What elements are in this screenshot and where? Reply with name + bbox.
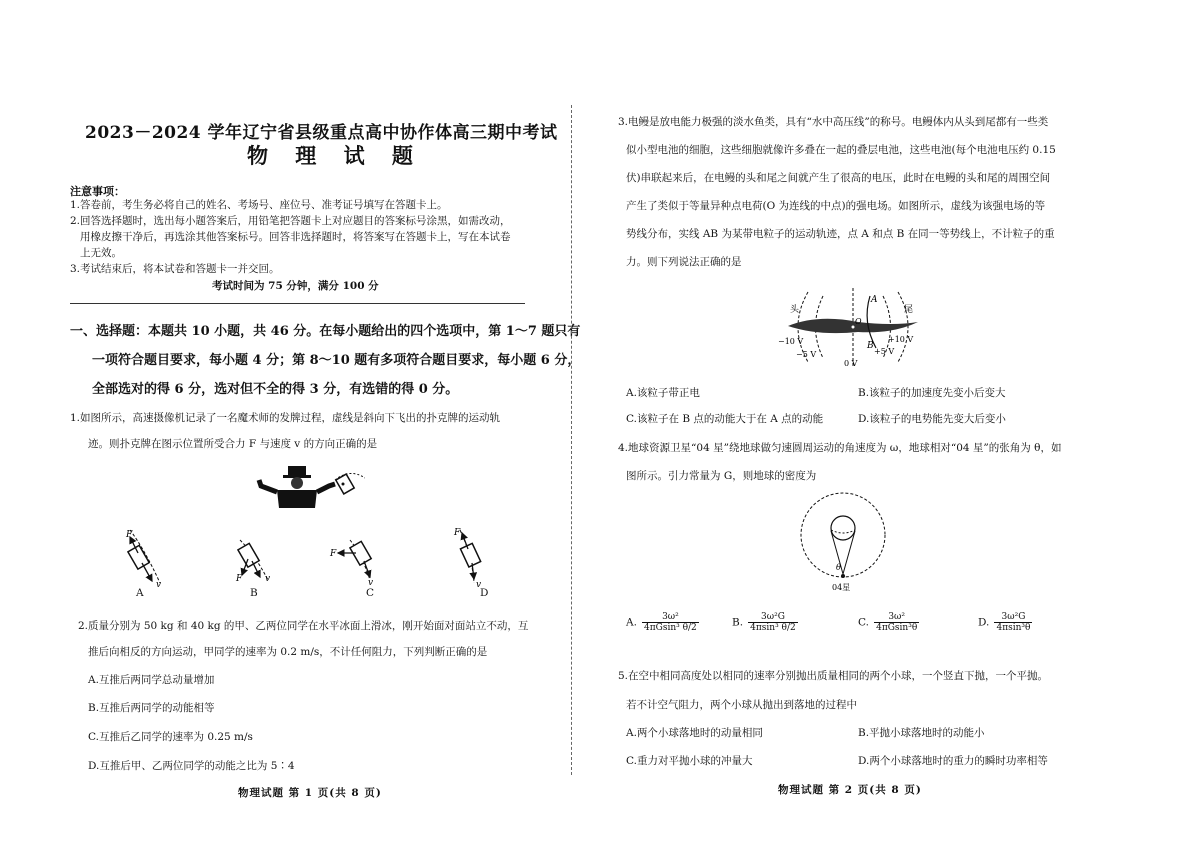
magician-figure [255, 458, 365, 516]
q1-force-diagrams [110, 525, 510, 600]
label-plus5: +5 V [874, 347, 895, 356]
q3-line-2: 似小型电池的细胞，这些细胞就像许多叠在一起的叠层电池，这些电池(每个电池电压约 0.15 [626, 144, 1056, 156]
label-tail: 尾 [904, 305, 914, 315]
q5-line-1: 5.在空中相同高度处以相同的速率分别抛出质量相同的两个小球，一个竖直下抛，一个平抛。 [618, 670, 1049, 682]
label-f-b: F [236, 574, 243, 584]
section-1-line-1: 一、选择题：本题共 10 小题，共 46 分。在每小题给出的四个选项中，第 1～7 题只有 [70, 324, 581, 339]
q1-option-b: B [250, 587, 258, 599]
exam-info: 考试时间为 75 分钟，满分 100 分 [212, 280, 379, 292]
q5-option-d: D.两个小球落地时的重力的瞬时功率相等 [858, 755, 1048, 767]
q3-line-3: 伏)串联起来后，在电鳗的头和尾之间就产生了很高的电压，此时在电鳗的头和尾的周围空间 [626, 172, 1051, 184]
section-1-line-2: 一项符合题目要求，每小题 4 分；第 8～10 题有多项符合题目要求，每小题 6 分， [92, 353, 581, 368]
q4-option-b: B. $\frac{\text{3ω²G}}{\text{4πsin³ θ/2}}$ [732, 612, 796, 633]
eel-field-figure [778, 282, 928, 372]
page-divider [571, 105, 572, 775]
fraction: $\frac{\text{3ω²}}{\text{4πGsin³ θ/2}}$ [644, 612, 697, 633]
section-1-line-3: 全部选对的得 6 分，选对但不全的得 3 分，有选错的得 0 分。 [92, 382, 459, 397]
label-f-d: F [454, 528, 461, 538]
q4-option-a: A. $\frac{\text{3ω²}}{\text{4πGsin³ θ/2}}$ [626, 612, 697, 633]
q3-option-b: B.该粒子的加速度先变小后变大 [858, 387, 1006, 399]
q5-line-2: 若不计空气阻力，两个小球从抛出到落地的过程中 [626, 699, 857, 711]
q2-option-a: A.互推后两同学总动量增加 [88, 674, 215, 686]
q2-line-2: 推后向相反的方向运动，甲同学的速率为 0.2 m/s，不计任何阻力，下列判断正确的是 [88, 646, 488, 658]
label-zero: 0 V [844, 359, 858, 368]
q2-option-c: C.互推后乙同学的速率为 0.25 m/s [88, 731, 253, 743]
fraction: $\frac{\text{3ω²G}}{\text{4πsin³θ}}$ [996, 612, 1031, 633]
q2-option-d: D.互推后甲、乙两位同学的动能之比为 5∶4 [88, 760, 295, 772]
label-satellite: 04星 [832, 583, 851, 592]
note-line-1: 1.答卷前，考生务必将自己的姓名、考场号、座位号、准考证号填写在答题卡上。 [70, 199, 448, 211]
q5-option-a: A.两个小球落地时的动量相同 [626, 727, 763, 739]
satellite-figure [796, 490, 896, 600]
q1-option-d: D [480, 587, 489, 599]
q5-option-c: C.重力对平抛小球的冲量大 [626, 755, 753, 767]
q4-line-1: 4.地球资源卫星“04 星”绕地球做匀速圆周运动的角速度为 ω，地球相对“04 星”的张角为 θ，如 [618, 442, 1062, 454]
q3-line-6: 力。则下列说法正确的是 [626, 256, 742, 268]
label-v-b: v [265, 574, 271, 584]
q5-option-b: B.平抛小球落地时的动能小 [858, 727, 985, 739]
label-theta: θ [836, 563, 841, 572]
q1-line-1: 1.如图所示，高速摄像机记录了一名魔术师的发牌过程，虚线是斜向下飞出的扑克牌的运动轨 [70, 412, 501, 424]
q3-line-4: 产生了类似于等量异种点电荷(O 为连线的中点)的强电场。如图所示，虚线为该强电场的等 [626, 200, 1046, 212]
q3-option-a: A.该粒子带正电 [626, 387, 700, 399]
label-v-a: v [156, 580, 162, 590]
exam-title: 2023－2024 学年辽宁省县级重点高中协作体高三期中考试 [85, 123, 558, 143]
q3-line-1: 3.电鳗是放电能力极强的淡水鱼类，具有“水中高压线”的称号。电鳗体内从头到尾都有一些类 [618, 116, 1049, 128]
diagram-d [460, 530, 481, 583]
label-a: A [871, 295, 878, 305]
label-b: B [867, 341, 874, 351]
diagram-c [338, 540, 371, 580]
q3-option-c: C.该粒子在 B 点的动能大于在 A 点的动能 [626, 413, 824, 425]
label-v-d: v [476, 580, 482, 590]
label-v-c: v [368, 578, 374, 588]
fraction: $\frac{\text{3ω²}}{\text{4πGsin³θ}}$ [876, 612, 918, 633]
footer-page-2: 物理试题 第 2 页(共 8 页) [778, 784, 922, 796]
note-line-5: 3.考试结束后，将本试卷和答题卡一并交回。 [70, 263, 280, 275]
q1-option-c: C [366, 587, 375, 599]
label-minus10: −10 V [778, 337, 804, 346]
q4-line-2: 图所示。引力常量为 G，则地球的密度为 [626, 470, 817, 482]
diagram-a [128, 530, 160, 583]
q3-option-d: D.该粒子的电势能先变大后变小 [858, 413, 1006, 425]
diagram-b [238, 540, 268, 580]
note-line-2: 2.回答选择题时，选出每小题答案后，用铅笔把答题卡上对应题目的答案标号涂黑，如需改动， [70, 215, 511, 227]
q2-option-b: B.互推后两同学的动能相等 [88, 702, 215, 714]
fraction: $\frac{\text{3ω²G}}{\text{4πsin³ θ/2}}$ [750, 612, 796, 633]
page-1 [60, 0, 581, 848]
q3-line-5: 势线分布，实线 AB 为某带电粒子的运动轨迹，点 A 和点 B 在同一等势线上，不计粒子的重 [626, 228, 1055, 240]
subject-title: 物 理 试 题 [247, 143, 423, 168]
label-f-a: F [126, 530, 133, 540]
q1-option-a: A [136, 587, 144, 599]
notes-heading: 注意事项： [70, 185, 125, 198]
label-f-c: F [330, 549, 337, 559]
q4-option-c: C. $\frac{\text{3ω²}}{\text{4πGsin³θ}}$ [858, 612, 918, 633]
header-rule [70, 303, 525, 304]
q4-option-d: D. $\frac{\text{3ω²G}}{\text{4πsin³θ}}$ [978, 612, 1031, 633]
label-head: 头 [790, 305, 800, 315]
q2-line-1: 2.质量分别为 50 kg 和 40 kg 的甲、乙两位同学在水平冰面上滑冰，刚开始面对面站立不动，互 [78, 620, 529, 632]
label-plus10: +10 V [888, 335, 914, 344]
label-o: O [855, 317, 862, 326]
q1-line-2: 迹。则扑克牌在图示位置所受合力 F 与速度 v 的方向正确的是 [88, 438, 378, 450]
note-line-4: 上无效。 [80, 247, 122, 259]
note-line-3: 用橡皮擦干净后，再选涂其他答案标号。回答非选择题时，将答案写在答题卡上，写在本试卷 [80, 231, 511, 243]
page-2 [600, 0, 1080, 848]
label-minus5: −5 V [796, 350, 817, 359]
footer-page-1: 物理试题 第 1 页(共 8 页) [238, 787, 382, 799]
